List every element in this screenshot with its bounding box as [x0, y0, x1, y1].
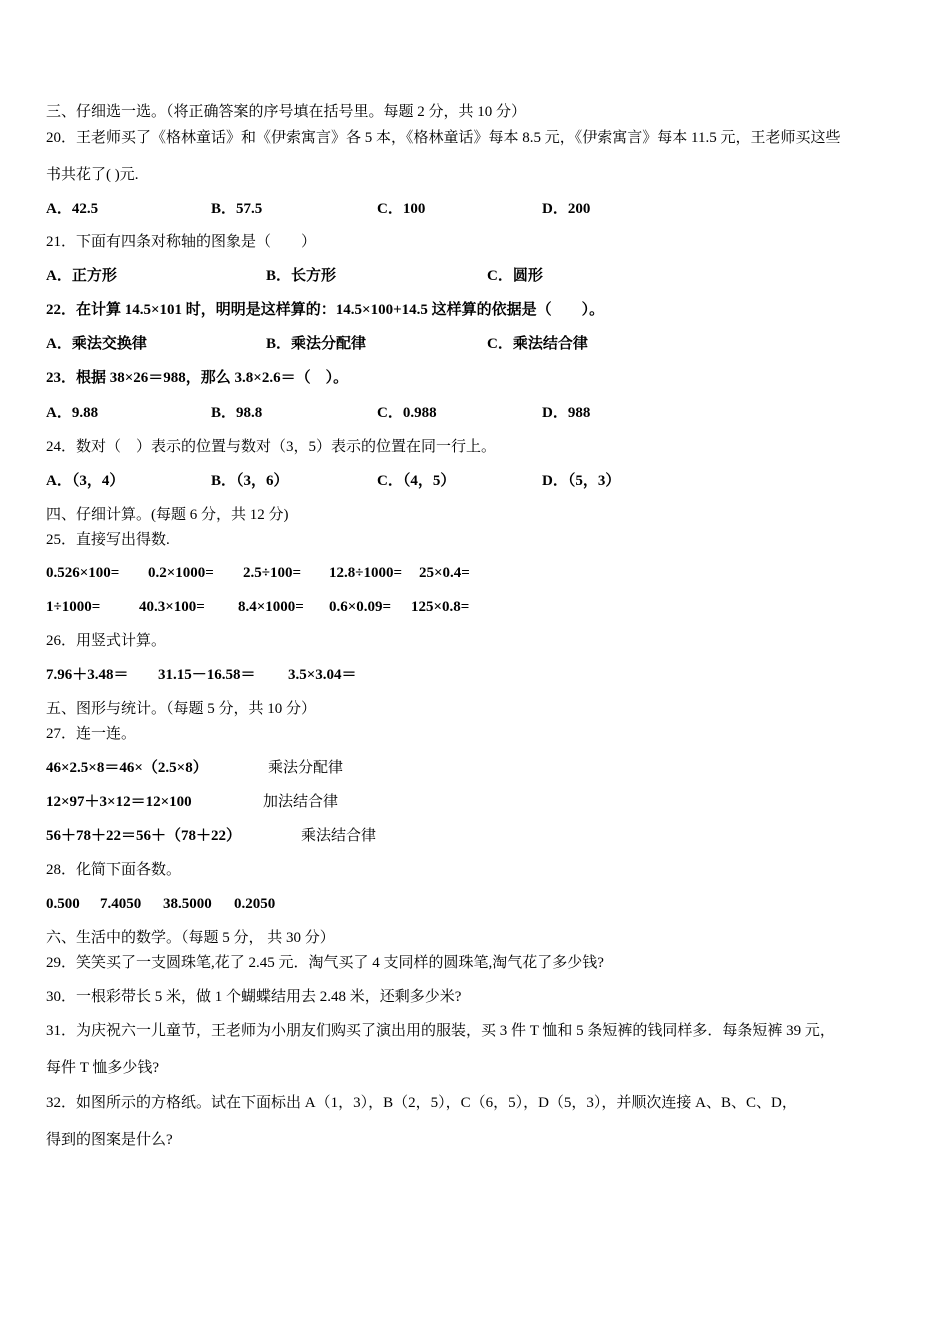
- q23-option-c: C．0.988: [377, 405, 437, 421]
- q20-option-c: C．100: [377, 201, 426, 217]
- q26-expr: 3.5×3.04＝: [288, 667, 357, 683]
- question-32-text: 32．如图所示的方格纸。试在下面标出 A（1，3），B（2，5），C（6，5），D（5，3），并顺次连接 A、B、C、D，: [46, 1095, 797, 1111]
- q27-left-item: 46×2.5×8＝46×（2.5×8）: [46, 760, 208, 776]
- question-30-text: 30．一根彩带长 5 米，做 1 个蝴蝶结用去 2.48 米，还剩多少米?: [46, 989, 462, 1005]
- q27-right-item: 乘法分配律: [268, 760, 344, 776]
- q25-expr: 0.2×1000=: [148, 565, 214, 581]
- q27-left-item: 56＋78＋22＝56＋（78＋22）: [46, 828, 242, 844]
- q27-right-item: 乘法结合律: [301, 828, 377, 844]
- q20-option-b: B．57.5: [211, 201, 263, 217]
- q25-expr: 8.4×1000=: [238, 599, 304, 615]
- q26-expr: 7.96＋3.48＝: [46, 667, 129, 683]
- q21-option-c: C．圆形: [487, 268, 543, 284]
- q27-left-item: 12×97＋3×12＝12×100: [46, 794, 192, 810]
- q25-expr: 12.8÷1000=: [329, 565, 403, 581]
- q25-expr: 0.6×0.09=: [329, 599, 392, 615]
- question-20-text-cont: 书共花了( )元.: [46, 167, 139, 183]
- question-28-text: 28．化简下面各数。: [46, 862, 182, 878]
- question-20-text: 20．王老师买了《格林童话》和《伊索寓言》各 5 本，《格林童话》每本 8.5 元，《伊索寓言》每本 11.5 元，王老师买这些: [46, 130, 841, 146]
- q20-option-d: D．200: [542, 201, 591, 217]
- question-31-text-cont: 每件 T 恤多少钱?: [46, 1060, 160, 1076]
- q22-option-c: C．乘法结合律: [487, 336, 588, 352]
- q25-expr: 40.3×100=: [139, 599, 205, 615]
- q25-expr: 1÷1000=: [46, 599, 101, 615]
- q28-number: 0.500: [46, 896, 80, 912]
- q27-right-item: 加法结合律: [263, 794, 339, 810]
- question-21-text: 21．下面有四条对称轴的图象是（ ）: [46, 234, 317, 250]
- question-23-text: 23．根据 38×26＝988，那么 3.8×2.6＝（ ）。: [46, 370, 349, 386]
- question-32-text-cont: 得到的图案是什么?: [46, 1132, 173, 1148]
- section-3-heading: 三、仔细选一选。（将正确答案的序号填在括号里。每题 2 分，共 10 分）: [46, 104, 527, 120]
- q20-option-a: A．42.5: [46, 201, 99, 217]
- q23-option-d: D．988: [542, 405, 591, 421]
- q24-option-b: B．（3，6）: [211, 473, 289, 489]
- question-29-text: 29．笑笑买了一支圆珠笔,花了 2.45 元．淘气买了 4 支同样的圆珠笔,淘气花了多少钱?: [46, 955, 604, 971]
- q25-expr: 2.5÷100=: [243, 565, 302, 581]
- q25-expr: 125×0.8=: [411, 599, 470, 615]
- question-22-text: 22．在计算 14.5×101 时，明明是这样算的：14.5×100+14.5 这样算的依据是（ ）。: [46, 302, 605, 318]
- section-5-heading: 五、图形与统计。（每题 5 分，共 10 分）: [46, 701, 317, 717]
- q28-number: 0.2050: [234, 896, 276, 912]
- q28-number: 7.4050: [100, 896, 142, 912]
- question-25-text: 25．直接写出得数.: [46, 532, 170, 548]
- question-26-text: 26．用竖式计算。: [46, 633, 167, 649]
- q24-option-d: D．（5，3）: [542, 473, 621, 489]
- q28-number: 38.5000: [163, 896, 212, 912]
- q24-option-a: A．（3，4）: [46, 473, 125, 489]
- q22-option-b: B．乘法分配律: [266, 336, 367, 352]
- q25-expr: 0.526×100=: [46, 565, 120, 581]
- question-31-text: 31．为庆祝六一儿童节，王老师为小朋友们购买了演出用的服装，买 3 件 T 恤和 5 条短裤的钱同样多．每条短裤 39 元，: [46, 1023, 835, 1039]
- question-24-text: 24．数对（ ）表示的位置与数对（3，5）表示的位置在同一行上。: [46, 439, 497, 455]
- q24-option-c: C．（4，5）: [377, 473, 456, 489]
- q23-option-a: A．9.88: [46, 405, 99, 421]
- q23-option-b: B．98.8: [211, 405, 263, 421]
- q25-expr: 25×0.4=: [419, 565, 470, 581]
- q26-expr: 31.15－16.58＝: [158, 667, 256, 683]
- q22-option-a: A．乘法交换律: [46, 336, 147, 352]
- section-4-heading: 四、仔细计算。(每题 6 分，共 12 分): [46, 507, 289, 523]
- section-6-heading: 六、生活中的数学。（每题 5 分， 共 30 分）: [46, 930, 335, 946]
- q21-option-b: B．长方形: [266, 268, 337, 284]
- question-27-text: 27．连一连。: [46, 726, 137, 742]
- q21-option-a: A．正方形: [46, 268, 117, 284]
